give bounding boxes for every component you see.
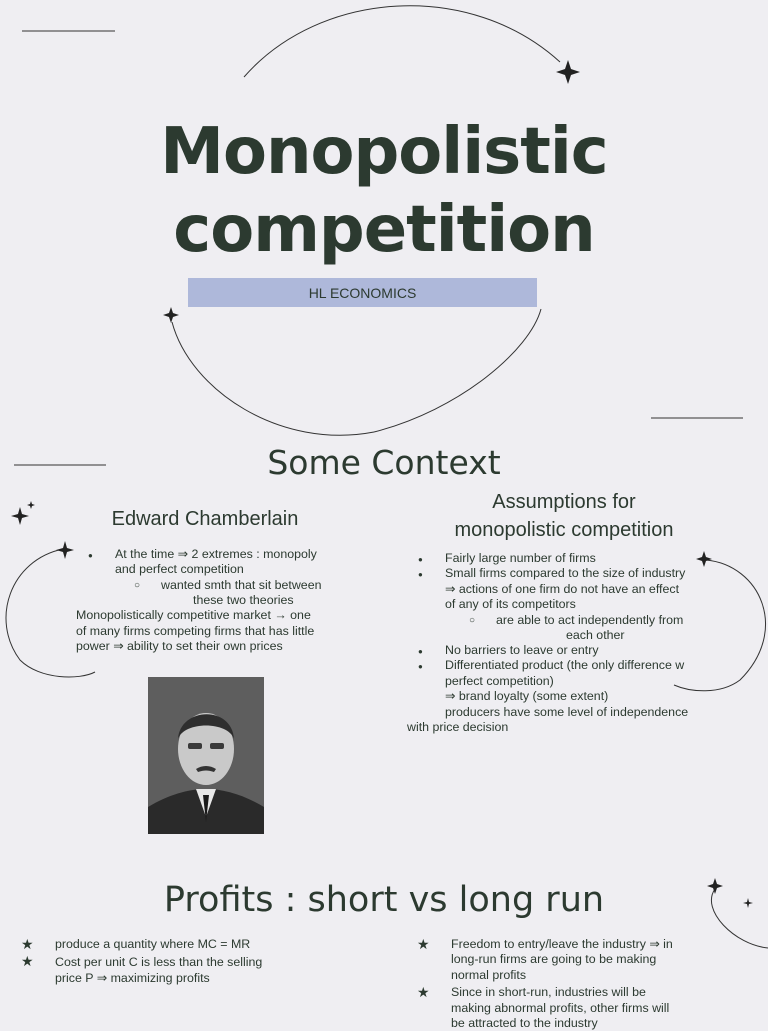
- right-bullet-1: ● Fairly large number of firms: [445, 551, 596, 566]
- left-paragraph-line2: of many firms competing firms that has little: [76, 624, 315, 638]
- page-title-line1: Monopolistic: [160, 115, 608, 189]
- section-heading-context: Some Context: [267, 443, 501, 482]
- left-sub-bullet: ○ wanted smth that sit between: [161, 578, 321, 593]
- right-bullet-4-cont4: with price decision: [407, 720, 509, 734]
- right-bullet-2-cont1: ⇒ actions of one firm do not have an effect: [445, 582, 680, 596]
- profits-right-item-1: Freedom to entry/leave the industry ⇒ in: [451, 937, 673, 951]
- right-bullet-4: ● Differentiated product (the only difference w: [445, 658, 684, 673]
- subtitle: HL ECONOMICS: [308, 284, 417, 301]
- left-bullet-1-cont: and perfect competition: [115, 562, 244, 576]
- chamberlain-heading: Edward Chamberlain: [111, 508, 299, 530]
- chamberlain-portrait-photo: [148, 677, 264, 834]
- right-sub-bullet: ○ are able to act independently from: [496, 613, 683, 628]
- left-paragraph-line3: power ⇒ ability to set their own prices: [76, 639, 283, 653]
- star-bullet-icon: ★: [417, 936, 430, 952]
- left-paragraph-line1: Monopolistically competitive market → one: [76, 608, 311, 622]
- right-bullet-4-cont2: ⇒ brand loyalty (some extent): [445, 689, 609, 703]
- page-title-line2: competition: [173, 193, 595, 267]
- profits-right-item-2-cont2: be attracted to the industry: [451, 1016, 598, 1030]
- right-bullet-4-cont1: perfect competition): [445, 674, 554, 688]
- right-bullet-2: ● Small firms compared to the size of industry: [445, 566, 685, 581]
- assumptions-heading-line2: monopolistic competition: [454, 519, 674, 541]
- right-bullet-3: ● No barriers to leave or entry: [445, 643, 599, 658]
- right-sub-bullet-cont: each other: [566, 628, 625, 642]
- profits-right-item-1-cont2: normal profits: [451, 968, 527, 982]
- assumptions-heading: [410, 488, 718, 544]
- star-bullet-icon: ★: [417, 984, 430, 1000]
- profits-right-item-1-cont1: long-run firms are going to be making: [451, 952, 657, 966]
- section-heading-profits: Profits : short vs long run: [163, 880, 605, 920]
- profits-right-item-2-cont1: making abnormal profits, other firms will: [451, 1001, 670, 1015]
- subtitle-band: [188, 278, 537, 307]
- profits-right-item-2: Since in short-run, industries will be: [451, 985, 646, 999]
- profits-left-item-1: produce a quantity where MC = MR: [55, 937, 251, 951]
- right-bullet-2-cont2: of any of its competitors: [445, 597, 576, 611]
- profits-left-item-2-cont: price P ⇒ maximizing profits: [55, 971, 210, 985]
- assumptions-heading-line1: Assumptions for: [492, 491, 636, 513]
- right-bullet-4-cont3: producers have some level of independence: [445, 705, 689, 719]
- star-bullet-icon: ★: [21, 953, 34, 969]
- left-sub-bullet-cont: these two theories: [193, 593, 294, 607]
- star-bullet-icon: ★: [21, 936, 34, 952]
- left-bullet-1: ● At the time ⇒ 2 extremes : monopoly: [115, 547, 317, 562]
- profits-left-item-2: Cost per unit C is less than the selling: [55, 955, 263, 969]
